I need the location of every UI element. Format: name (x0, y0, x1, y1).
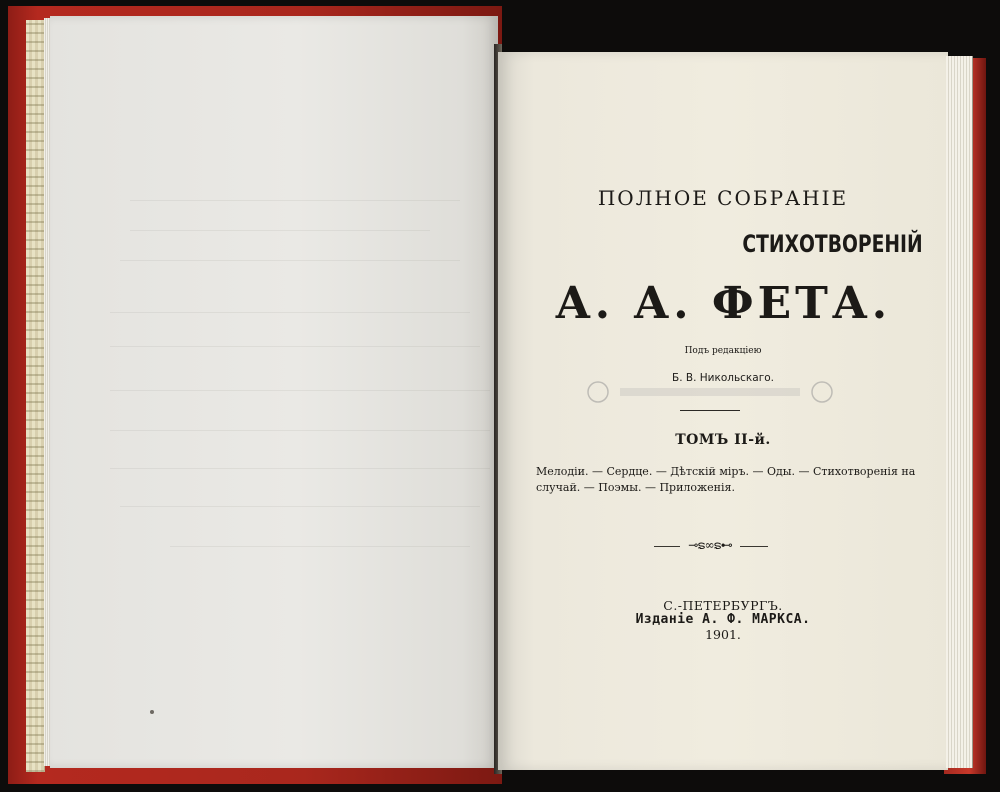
publication-city: С.-ПЕТЕРБУРГЪ. (663, 598, 783, 613)
volume-contents: Мелодіи. — Сердце. — Дѣтскій міръ. — Оды. — Стихотворенія на случай. — Поэмы. — Приложенія. (536, 465, 916, 494)
blank-left-page (50, 16, 498, 768)
editor-name: Б. В. Никольскаго. (672, 372, 774, 384)
title-line-2: СТИХОТВОРЕНІЙ (742, 230, 923, 258)
ornament-icon: ⊸ຣ∞ຣ⊷ (688, 538, 732, 552)
publication-year: 1901. (705, 627, 741, 642)
title-line-1: ПОЛНОЕ СОБРАНІЕ (597, 186, 849, 210)
author-name: А. А. ФЕТА. (554, 278, 892, 329)
ornament-line-right (740, 546, 768, 547)
editor-label: Подъ редакціею (684, 346, 762, 356)
publisher: Изданіе А. Ф. МАРКСА. (635, 612, 811, 627)
title-page (498, 52, 948, 770)
volume-number: ТОМЪ II-й. (675, 432, 771, 448)
divider-rule (680, 410, 740, 411)
marbled-endpaper (26, 20, 45, 772)
page-edges-right (946, 56, 973, 768)
